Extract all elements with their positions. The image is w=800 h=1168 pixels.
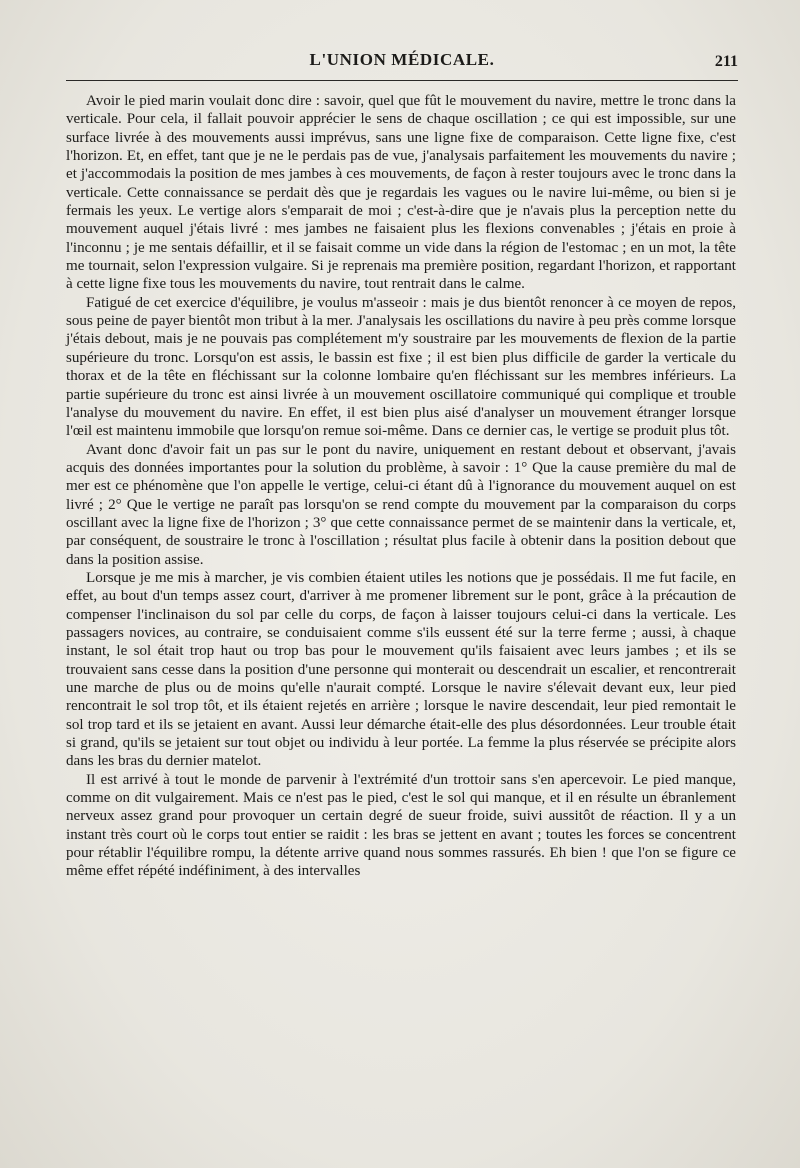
running-title: L'UNION MÉDICALE. <box>309 50 495 69</box>
header-rule <box>66 80 738 81</box>
page-header <box>66 50 738 78</box>
paragraph: Avoir le pied marin voulait donc dire : savoir, quel que fût le mouvement du navire, mettre le tronc dans la verticale. Pour cela, il fallait pouvoir apprécier le sens de chaque oscillation ; ce qui est impossible, sur une surface livrée à des mouvements aussi imprévus, sans une ligne fixe de comparaison. Cette ligne fixe, c'est l'horizon. Et, en effet, tant que je ne le perdais pas de vue, j'analysais parfaitement les mouvements du navire ; et j'accommodais la position de mes jambes à ces mouvements, de façon à rester toujours avec le tronc dans la verticale. Cette connaissance se perdait dès que je regardais les vagues ou le navire lui-même, ou bien si je fermais les yeux. Le vertige alors s'emparait de moi ; c'est-à-dire que je n'avais plus la perception nette du mouvement auquel j'étais livré : mes jambes ne faisaient plus les flexions convenables ; j'étais en proie à l'inconnu ; je me sentais défaillir, et il se faisait comme un vide dans la région de l'estomac ; en un mot, la tête me tournait, selon l'expression vulgaire. Si je reprenais ma première position, regardant l'horizon, et rapportant à cette ligne fixe tous les mouvements du navire, tout rentrait dans le calme. <box>66 93 736 293</box>
paragraph: Lorsque je me mis à marcher, je vis combien étaient utiles les notions que je possédais. Il me fut facile, en effet, au bout d'un temps assez court, d'arriver à me promener librement sur le pont, grâce à la précaution de compenser l'inclinaison du sol par celle du corps, de façon à laisser toujours celui-ci dans la verticale. Les passagers novices, au contraire, se conduisaient comme s'ils eussent été sur la terre ferme ; aussi, à chaque instant, le sol était trop haut ou trop bas pour le mouvement qu'ils faisaient avec leurs jambes ; et ils se trouvaient sans cesse dans la position d'une personne qui monterait ou descendrait un escalier, et rencontrerait une marche de plus ou de moins qu'elle n'aurait compté. Lorsque le navire s'élevait devant eux, leur pied rencontrait le sol trop tôt, et ils étaient rejetés en arrière ; lorsque le navire descendait, leur pied remontait le sol trop tard et ils se jetaient en avant. Aussi leur démarche était-elle des plus désordonnées. Leur trouble était si grand, qu'ils se jetaient sur tout objet ou individu à leur portée. La femme la plus réservée se précipite alors dans les bras du dernier matelot. <box>66 569 736 770</box>
paragraph: Il est arrivé à tout le monde de parvenir à l'extrémité d'un trottoir sans s'en apercevoir. Le pied manque, comme on dit vulgairement. Mais ce n'est pas le pied, c'est le sol qui manque, et il en résulte un ébranlement nerveux assez grand pour provoquer un certain degré de sueur froide, suivi aussitôt de réaction. Il y a un instant très court où le corps tout entier se raidit : les bras se jettent en avant ; toutes les forces se concentrent pour rétablir l'équilibre rompu, la détente arrive quand nous sommes rassurés. Eh bien ! que l'on se figure ce même effet répété indéfiniment, à des intervalles <box>66 771 736 880</box>
page-number: 211 <box>714 53 738 70</box>
paragraph: Fatigué de cet exercice d'équilibre, je voulus m'asseoir : mais je dus bientôt renoncer à ce moyen de repos, sous peine de payer bientôt mon tribut à la mer. J'analysais les oscillations du navire à peu près comme lorsque j'étais debout, mais je ne pouvais pas complétement m'y soustraire par les mouvements de flexion de la partie supérieure du tronc. Lorsqu'on est assis, le bassin est fixe ; il est bien plus difficile de garder la verticale du thorax et de la tête en fléchissant sur la colonne lombaire qu'en fléchissant sur les membres inférieurs. La partie supérieure du tronc est ainsi livrée à un mouvement oscillatoire communiqué qui complique et trouble l'analyse du mouvement du navire. En effet, il est bien plus aisé d'analyser un mouvement étranger lorsque l'œil est maintenu immobile que lorsqu'on remue soi-même. Dans ce dernier cas, le vertige se produit plus tôt. <box>66 294 736 440</box>
paragraph: Avant donc d'avoir fait un pas sur le pont du navire, uniquement en restant debout et observant, j'avais acquis des données importantes pour la solution du problème, à savoir : 1° Que la cause première du mal de mer est ce phénomène que l'on appelle le vertige, celui-ci étant dû à l'ignorance du mouvement auquel on est livré ; 2° Que le vertige ne paraît pas lorsqu'on se rend compte du mouvement par la comparaison du corps oscillant avec la ligne fixe de l'horizon ; 3° que cette connaissance permet de se maintenir dans la verticale, et, par conséquent, de soustraire le tronc à l'oscillation ; résultat plus facile à obtenir dans la position debout que dans la position assise. <box>66 441 736 568</box>
body-text <box>66 92 736 881</box>
